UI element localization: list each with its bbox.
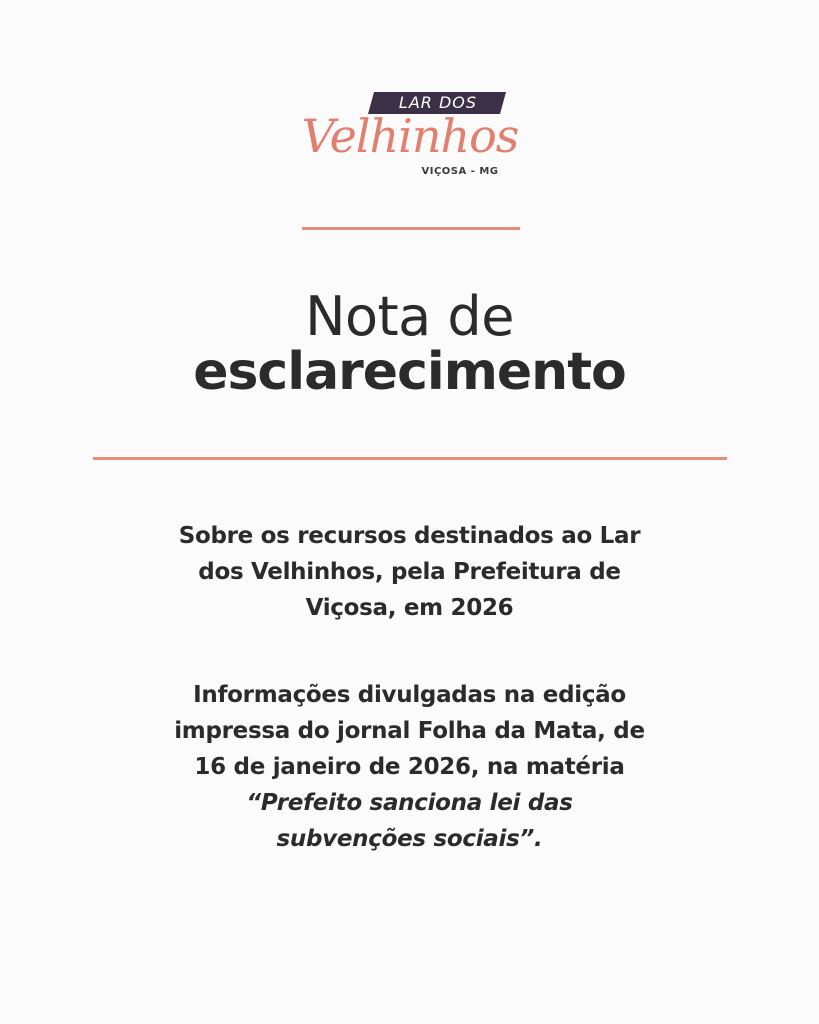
divider-short [302, 227, 520, 230]
article-title-line: “Prefeito sanciona lei das [246, 790, 573, 816]
title-line-2: esclarecimento [193, 342, 626, 402]
title-line-1: Nota de [305, 285, 514, 348]
divider-long [93, 457, 727, 460]
intro-line: dos Velhinhos, pela Prefeitura de [198, 559, 621, 585]
details-line: impressa do jornal Folha da Mata, de [174, 718, 645, 744]
intro-line: Viçosa, em 2026 [305, 595, 514, 621]
intro-line: Sobre os recursos destinados ao Lar [178, 523, 641, 549]
logo-script-text: Velhinhos [301, 109, 519, 163]
lar-dos-velhinhos-logo [0, 0, 819, 200]
details-line: 16 de janeiro de 2026, na matéria [194, 754, 625, 780]
logo-city-text: VIÇOSA - MG [421, 166, 499, 177]
intro-paragraph [100, 518, 719, 626]
details-paragraph [100, 677, 719, 857]
details-line: Informações divulgadas na edição [193, 682, 626, 708]
article-title-line: subvenções sociais”. [276, 826, 543, 852]
logo-banner-text: LAR DOS [398, 93, 478, 112]
